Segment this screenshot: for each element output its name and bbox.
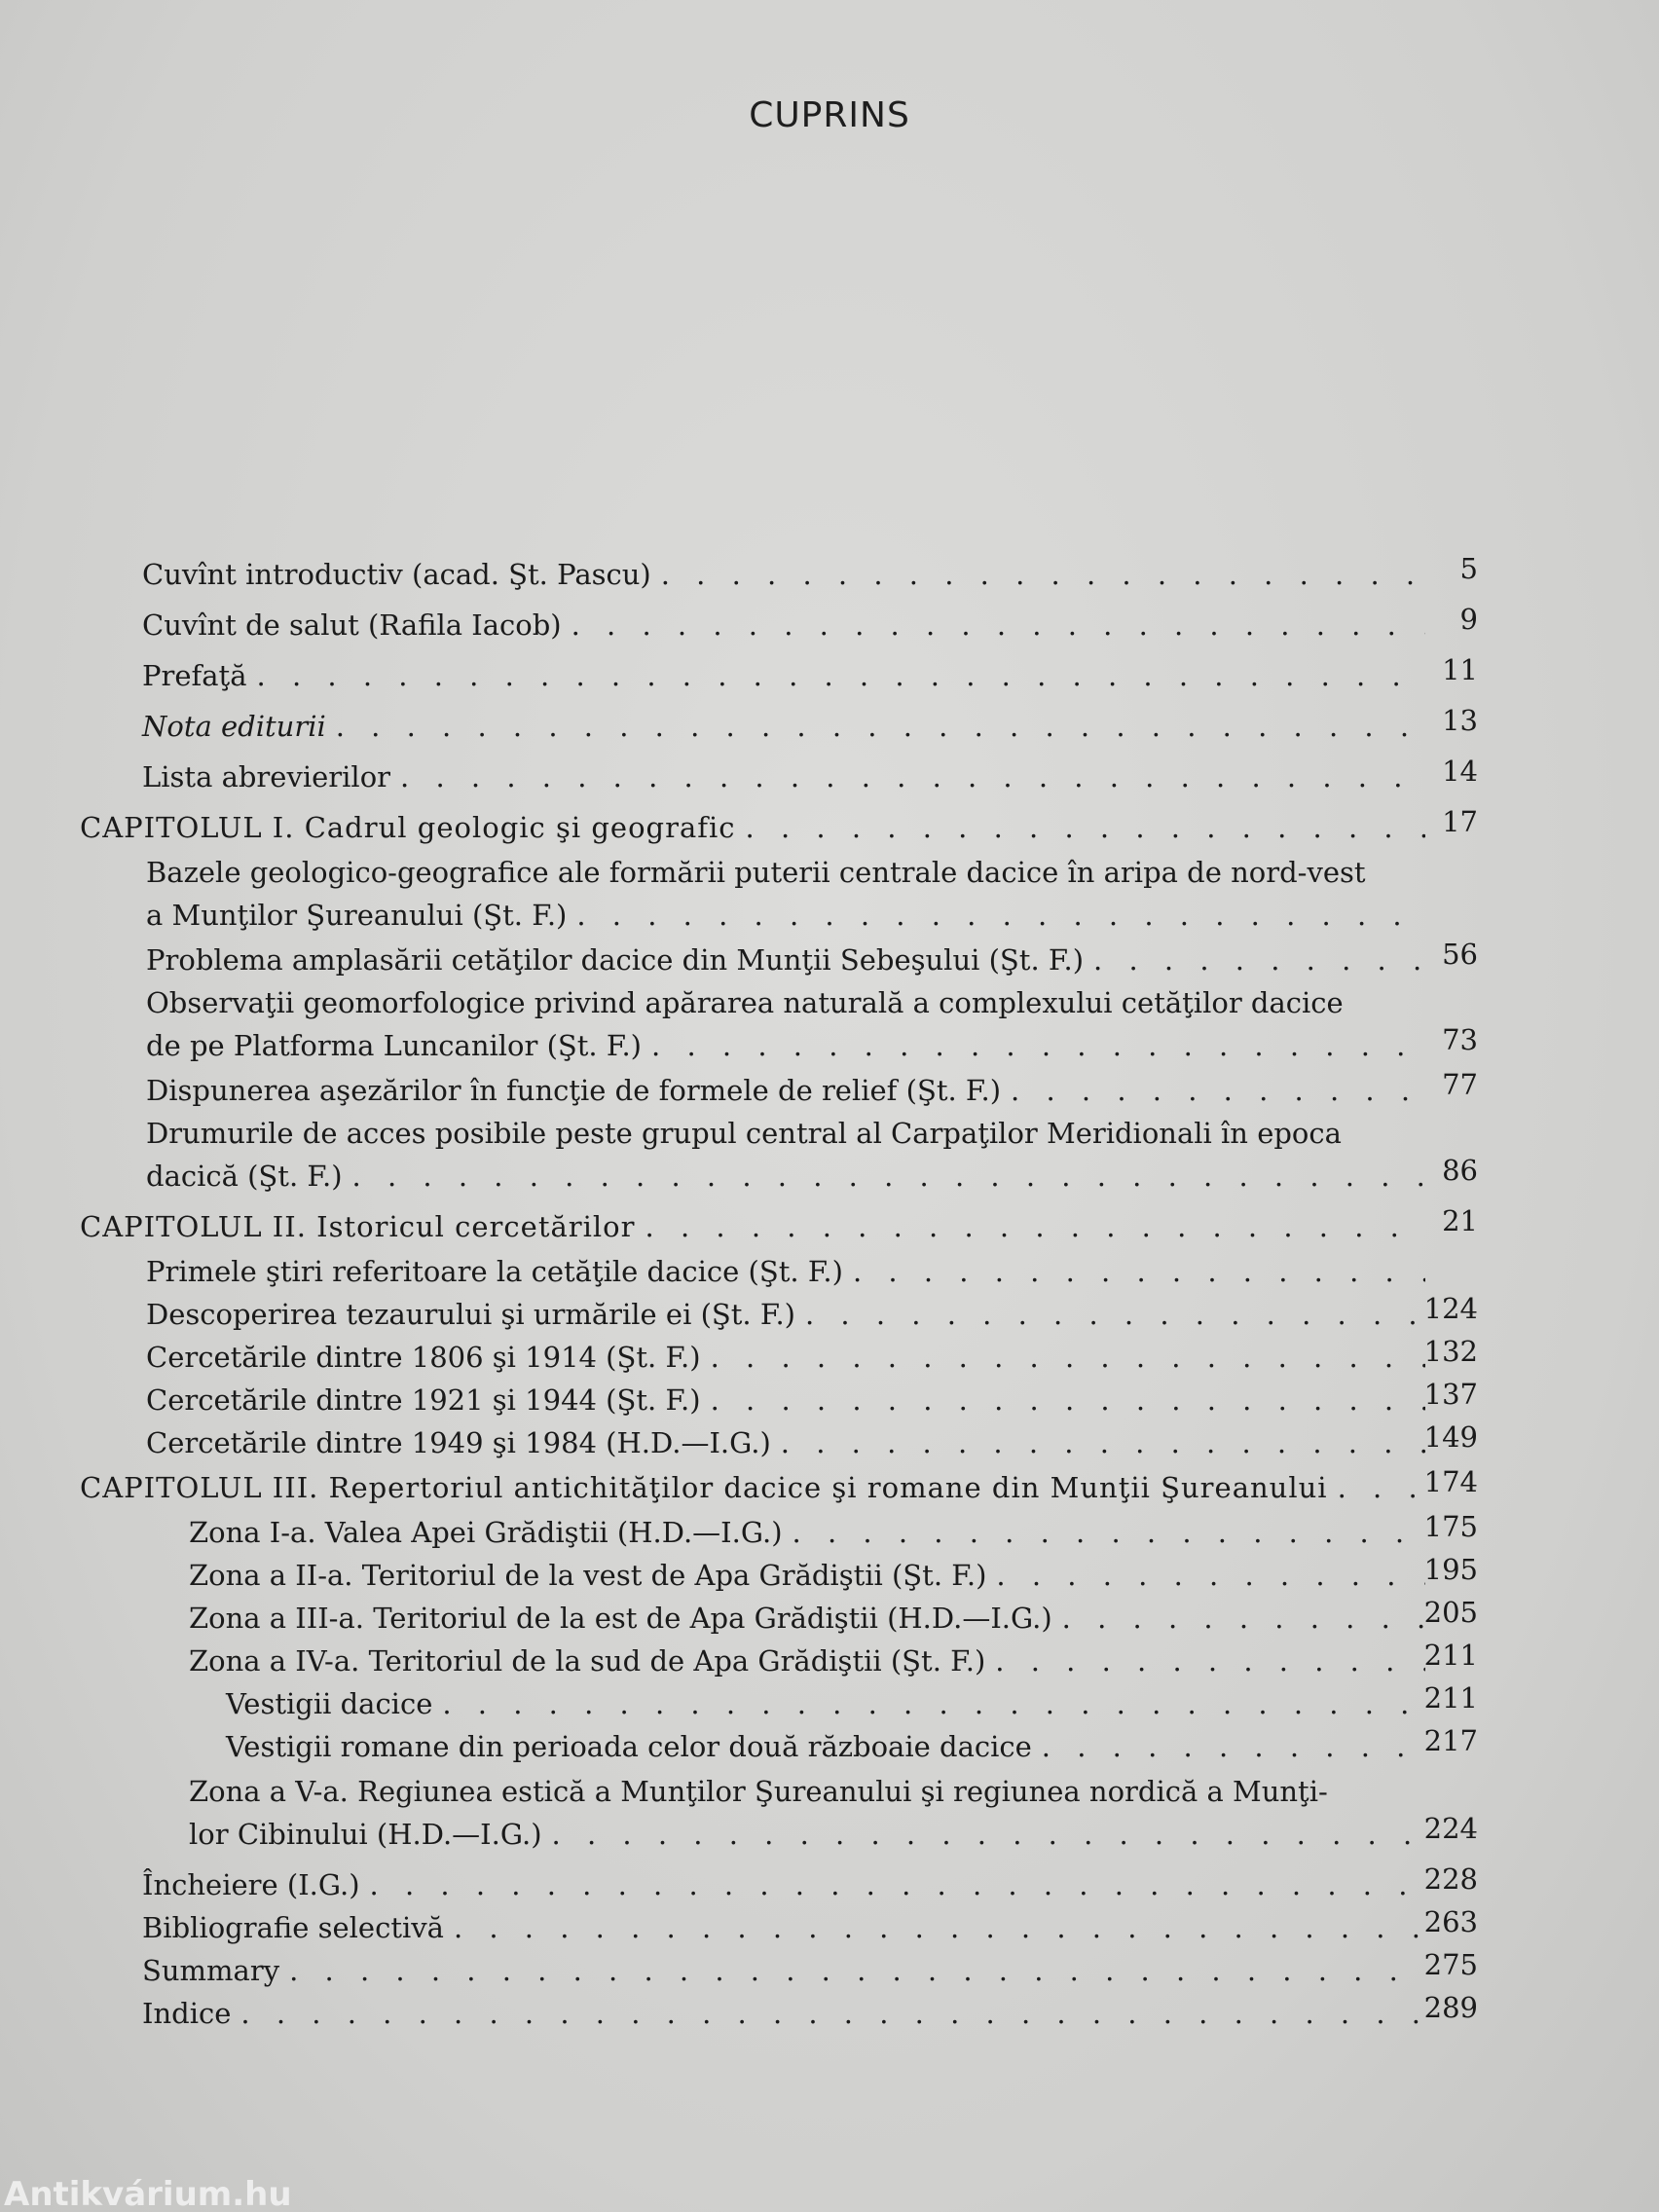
toc-page-number: 217 [1423,1724,1478,1757]
toc-entry-title: Primele ştiri referitoare la cetăţile dacice (Şt. F.) [146,1255,843,1288]
toc-entry-title: Dispunerea aşezărilor în funcţie de formele de relief (Şt. F.) [146,1074,1002,1107]
toc-entry-title: Summary [142,1954,280,1987]
leader-dots [352,1155,1425,1198]
leader-dots [370,1863,1425,1906]
toc-entry-title: Cercetările dintre 1806 şi 1914 (Şt. F.) [146,1341,701,1374]
toc-page-number: 228 [1423,1862,1478,1896]
toc-page-number: 195 [1423,1553,1478,1586]
leader-dots [805,1293,1425,1336]
toc-page-number: 14 [1442,755,1478,788]
leader-dots [400,756,1425,798]
toc-entry-title: Prefaţă [142,659,247,692]
toc-entry-title: Drumurile de acces posibile peste grupul central al Carpaţilor Meridionali în epoca [146,1117,1342,1150]
leader-dots [651,1024,1425,1067]
leader-dots [996,1554,1425,1597]
leader-dots [781,1421,1425,1464]
leader-dots [576,894,1425,937]
toc-entry-title: CAPITOLUL III. Repertoriul antichităţilor dacice şi romane din Munţii Şureanului [80,1471,1328,1504]
leader-dots [442,1682,1425,1725]
toc-entry-title: a Munţilor Şureanului (Şt. F.) [146,899,568,932]
page-title: CUPRINS [749,95,910,135]
leader-dots [995,1640,1425,1682]
toc-page-number: 149 [1423,1420,1478,1454]
leader-dots [1062,1597,1425,1640]
leader-dots [711,1336,1425,1379]
toc-page-number: 13 [1442,704,1478,737]
toc-page-number: 211 [1423,1639,1478,1672]
toc-page-number: 263 [1423,1905,1478,1938]
toc-page-number: 124 [1423,1292,1478,1325]
leader-dots [240,1992,1425,2035]
toc-page-number: 11 [1442,653,1478,686]
watermark: Antikvárium.hu [4,2177,292,2212]
toc-page-number: 174 [1423,1465,1478,1498]
toc-entry-title: Cuvînt de salut (Rafila Iacob) [142,608,562,642]
toc-entry-title: Zona a II-a. Teritoriul de la vest de Apa Grădiştii (Şt. F.) [189,1559,987,1592]
toc-entry-title: CAPITOLUL I. Cadrul geologic şi geografic [80,811,736,844]
toc-page-number: 289 [1423,1991,1478,2024]
toc-entry-title: Vestigii dacice [226,1687,433,1720]
leader-dots [257,654,1425,697]
leader-dots [1093,939,1425,981]
toc-entry-title: Zona I-a. Valea Apei Grădiştii (H.D.—I.G.) [189,1516,783,1549]
leader-dots [661,553,1425,596]
toc-page-number: 9 [1459,603,1478,636]
leader-dots [1011,1069,1425,1112]
leader-dots [289,1949,1425,1992]
toc-page-number: 5 [1459,552,1478,585]
toc-page-number: 224 [1423,1812,1478,1845]
toc-entry-title: Cercetările dintre 1949 şi 1984 (H.D.—I.G.) [146,1426,771,1459]
toc-entry-title: Lista abrevierilor [142,760,391,793]
toc-page-number: 275 [1423,1948,1478,1981]
leader-dots [1042,1725,1425,1768]
toc-page-number: 56 [1442,938,1478,971]
leader-dots [793,1511,1425,1554]
leader-dots [645,1205,1425,1248]
toc-entry-title: Observaţii geomorfologice privind apărarea naturală a complexului cetăţilor dacice [146,986,1344,1019]
toc-page-number: 132 [1423,1335,1478,1368]
leader-dots [853,1250,1425,1293]
toc-entry-title: Indice [142,1997,232,2030]
toc-page-number: 77 [1442,1068,1478,1101]
toc-page-number: 175 [1423,1510,1478,1543]
toc-entry-title: Cercetările dintre 1921 şi 1944 (Şt. F.) [146,1383,701,1417]
toc-entry-title: Încheiere (I.G.) [142,1868,360,1901]
toc-page-number: 21 [1442,1204,1478,1237]
toc-page-number: 205 [1423,1596,1478,1629]
leader-dots [746,806,1425,849]
toc-entry-title: dacică (Şt. F.) [146,1160,343,1193]
toc-page-number: 86 [1442,1154,1478,1187]
toc-page-number: 73 [1442,1023,1478,1056]
toc-entry-title: Zona a V-a. Regiunea estică a Munţilor Şureanului şi regiunea nordică a Munţi- [189,1775,1328,1808]
toc-entry-title: CAPITOLUL II. Istoricul cercetărilor [80,1210,636,1243]
leader-dots [711,1379,1425,1421]
toc-entry-title: Vestigii romane din perioada celor două războaie dacice [226,1730,1032,1763]
leader-dots [571,604,1425,646]
toc-entry-title: Zona a IV-a. Teritoriul de la sud de Apa Grădiştii (Şt. F.) [189,1644,986,1677]
toc-entry-title: Zona a III-a. Teritoriul de la est de Apa Grădiştii (H.D.—I.G.) [189,1602,1052,1635]
leader-dots [552,1813,1425,1856]
toc-entry-title: de pe Platforma Luncanilor (Şt. F.) [146,1029,643,1062]
toc-entry-title: Descoperirea tezaurului şi urmările ei (Şt. F.) [146,1298,795,1331]
toc-page-number: 17 [1442,805,1478,838]
leader-dots [336,705,1425,748]
leader-dots [454,1906,1425,1949]
toc-entry-title: Bazele geologico-geografice ale formării puterii centrale dacice în aripa de nord-vest [146,856,1366,889]
toc-entry-title: Nota editurii [142,710,326,743]
toc-entry-title: Bibliografie selectivă [142,1911,444,1944]
toc-page-number: 211 [1423,1681,1478,1714]
toc-page-number: 137 [1423,1378,1478,1411]
toc-entry-title: Cuvînt introductiv (acad. Şt. Pascu) [142,558,651,591]
toc-entry-title: Problema amplasării cetăţilor dacice din Munţii Sebeşului (Şt. F.) [146,943,1085,977]
toc-entry-title: lor Cibinului (H.D.—I.G.) [189,1818,542,1851]
